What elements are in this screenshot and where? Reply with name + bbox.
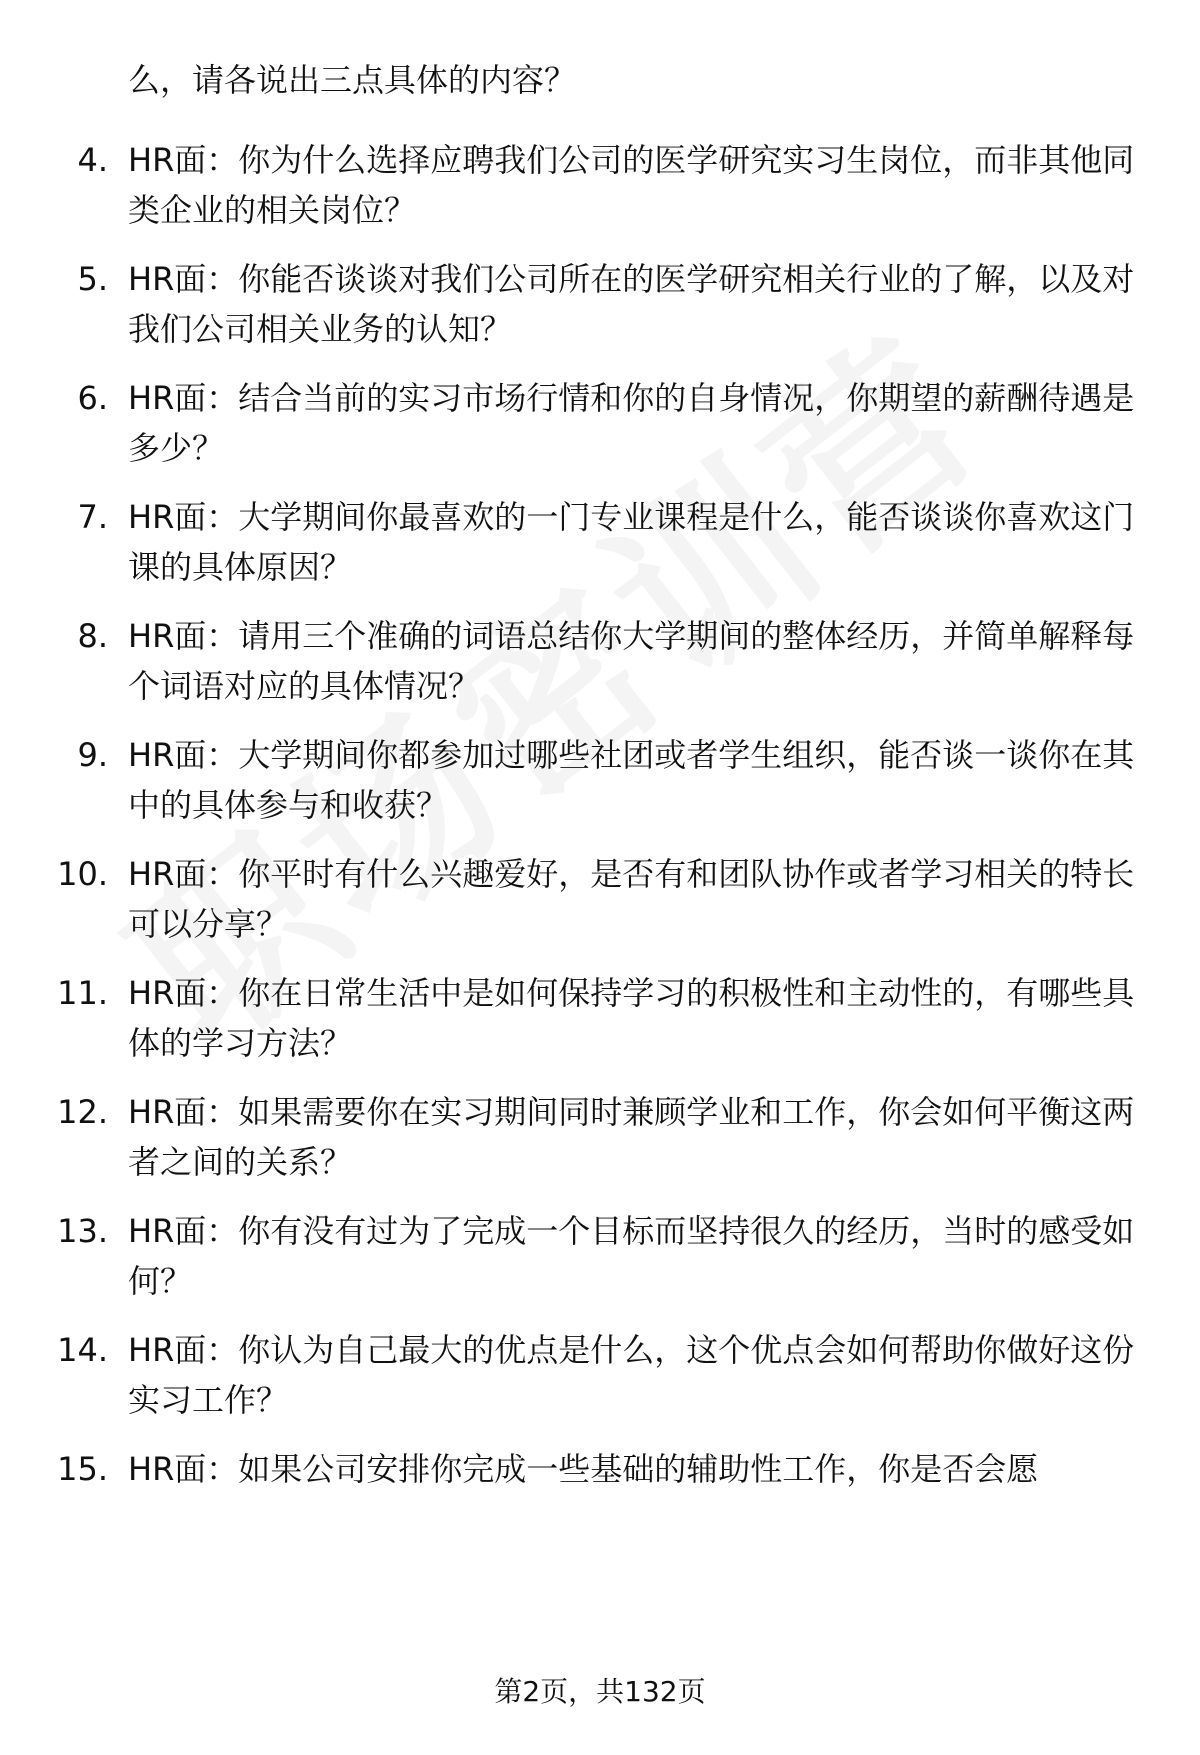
question-number: 10. xyxy=(57,855,108,893)
question-text: HR面：结合当前的实习市场行情和你的自身情况，你期望的薪酬待遇是多少？ xyxy=(128,379,1135,467)
question-number: 8. xyxy=(77,617,108,655)
question-text: HR面：你认为自己最大的优点是什么，这个优点会如何帮助你做好这份实习工作？ xyxy=(128,1331,1135,1419)
question-number: 14. xyxy=(57,1331,108,1369)
question-number: 12. xyxy=(57,1093,108,1131)
page-footer: 第2页，共132页 xyxy=(494,1675,706,1708)
question-number: 9. xyxy=(77,736,108,774)
question-number: 15. xyxy=(57,1450,108,1488)
question-number: 11. xyxy=(57,974,108,1012)
question-number: 4. xyxy=(77,141,108,179)
question-text: HR面：你有没有过为了完成一个目标而坚持很久的经历，当时的感受如何？ xyxy=(128,1212,1135,1300)
question-number: 7. xyxy=(77,498,108,536)
question-text: HR面：大学期间你都参加过哪些社团或者学生组织，能否谈一谈你在其中的具体参与和收获？ xyxy=(128,736,1135,824)
question-text: HR面：你平时有什么兴趣爱好，是否有和团队协作或者学习相关的特长可以分享？ xyxy=(128,855,1135,943)
question-text: HR面：你为什么选择应聘我们公司的医学研究实习生岗位，而非其他同类企业的相关岗位？ xyxy=(128,141,1135,229)
question-text: HR面：你在日常生活中是如何保持学习的积极性和主动性的，有哪些具体的学习方法？ xyxy=(128,974,1135,1062)
question-number: 13. xyxy=(57,1212,108,1250)
continued-question-fragment: 么，请各说出三点具体的内容？ xyxy=(128,61,577,99)
question-text: HR面：请用三个准确的词语总结你大学期间的整体经历，并简单解释每个词语对应的具体情况？ xyxy=(128,617,1135,705)
question-text: HR面：大学期间你最喜欢的一门专业课程是什么，能否谈谈你喜欢这门课的具体原因？ xyxy=(128,498,1135,586)
question-number: 6. xyxy=(77,379,108,417)
question-text: HR面：如果需要你在实习期间同时兼顾学业和工作，你会如何平衡这两者之间的关系？ xyxy=(128,1093,1135,1181)
question-text: HR面：如果公司安排你完成一些基础的辅助性工作，你是否会愿 xyxy=(128,1450,1039,1488)
question-text: HR面：你能否谈谈对我们公司所在的医学研究相关行业的了解，以及对我们公司相关业务的认知？ xyxy=(128,260,1135,348)
question-number: 5. xyxy=(77,260,108,298)
watermark xyxy=(71,327,1150,1354)
